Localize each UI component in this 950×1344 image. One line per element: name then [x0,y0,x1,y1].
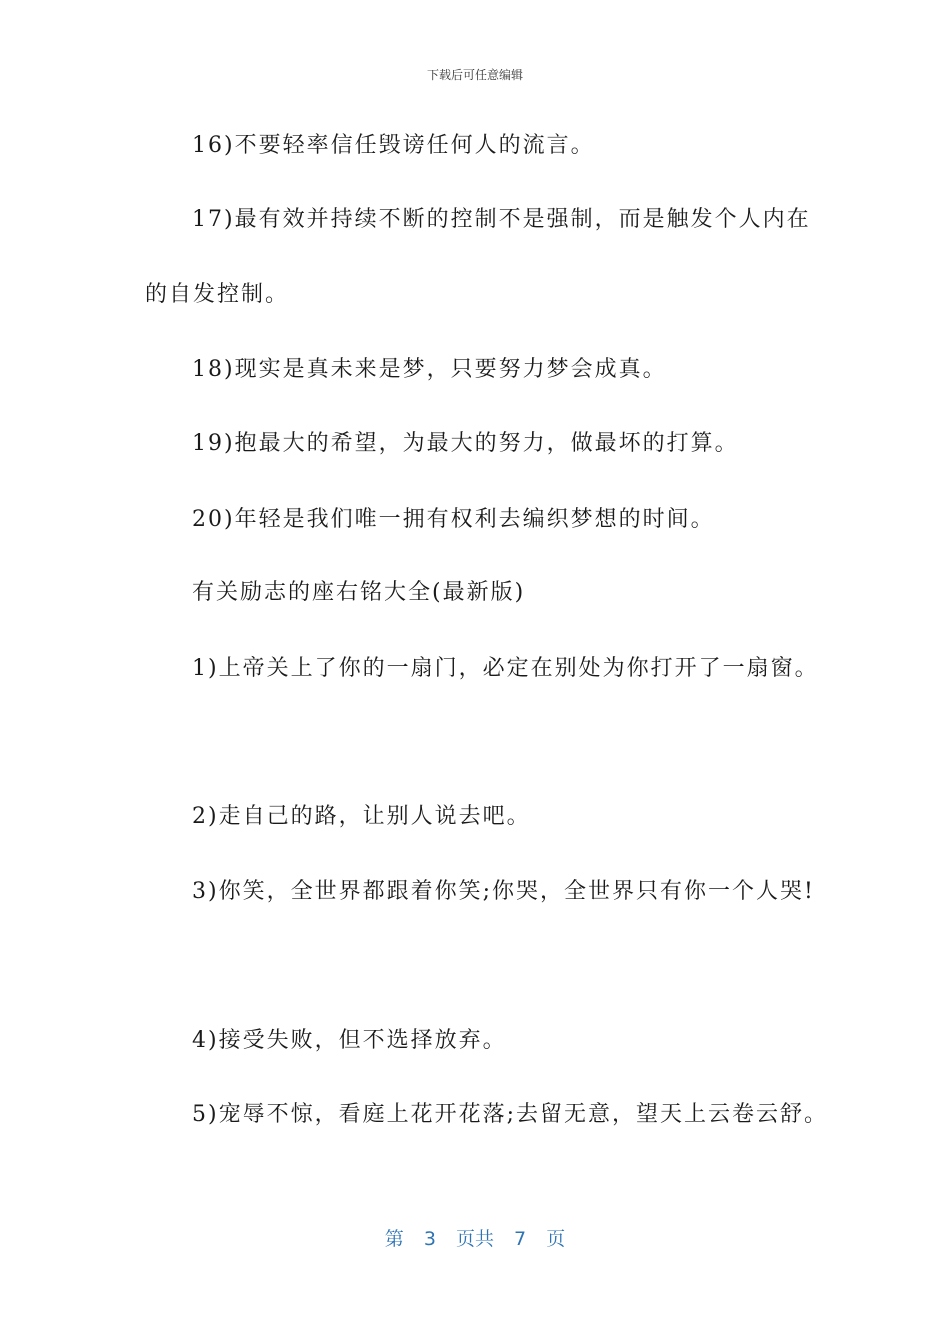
text-line-20: 20)年轻是我们唯一拥有权利去编织梦想的时间。 [192,507,715,532]
page-current: 3 [423,1228,436,1250]
text-line-17: 17)最有效并持续不断的控制不是强制，而是触发个人内在 [192,207,811,232]
text-line-16: 16)不要轻率信任毁谤任何人的流言。 [192,133,595,158]
page-label-prefix: 第 [384,1228,404,1250]
text-line-3: 3)你笑，全世界都跟着你笑;你哭，全世界只有你一个人哭! [192,879,815,904]
text-line-17-cont: 的自发控制。 [145,282,290,307]
section-heading: 有关励志的座右铭大全(最新版) [192,580,526,605]
page-label-suffix: 页 [546,1228,566,1250]
text-line-2: 2)走自己的路，让别人说去吧。 [192,804,531,829]
text-line-5: 5)宠辱不惊，看庭上花开花落;去留无意，望天上云卷云舒。 [192,1102,828,1127]
page-footer [0,1224,950,1251]
page-total: 7 [514,1228,527,1250]
text-line-18: 18)现实是真未来是梦，只要努力梦会成真。 [192,357,667,382]
page-label-mid: 页共 [455,1228,494,1250]
text-line-19: 19)抱最大的希望，为最大的努力，做最坏的打算。 [192,431,739,456]
page-header-note: 下载后可任意编辑 [426,68,523,82]
text-line-4: 4)接受失败，但不选择放弃。 [192,1028,507,1053]
text-line-1: 1)上帝关上了你的一扇门，必定在别处为你打开了一扇窗。 [192,656,819,681]
